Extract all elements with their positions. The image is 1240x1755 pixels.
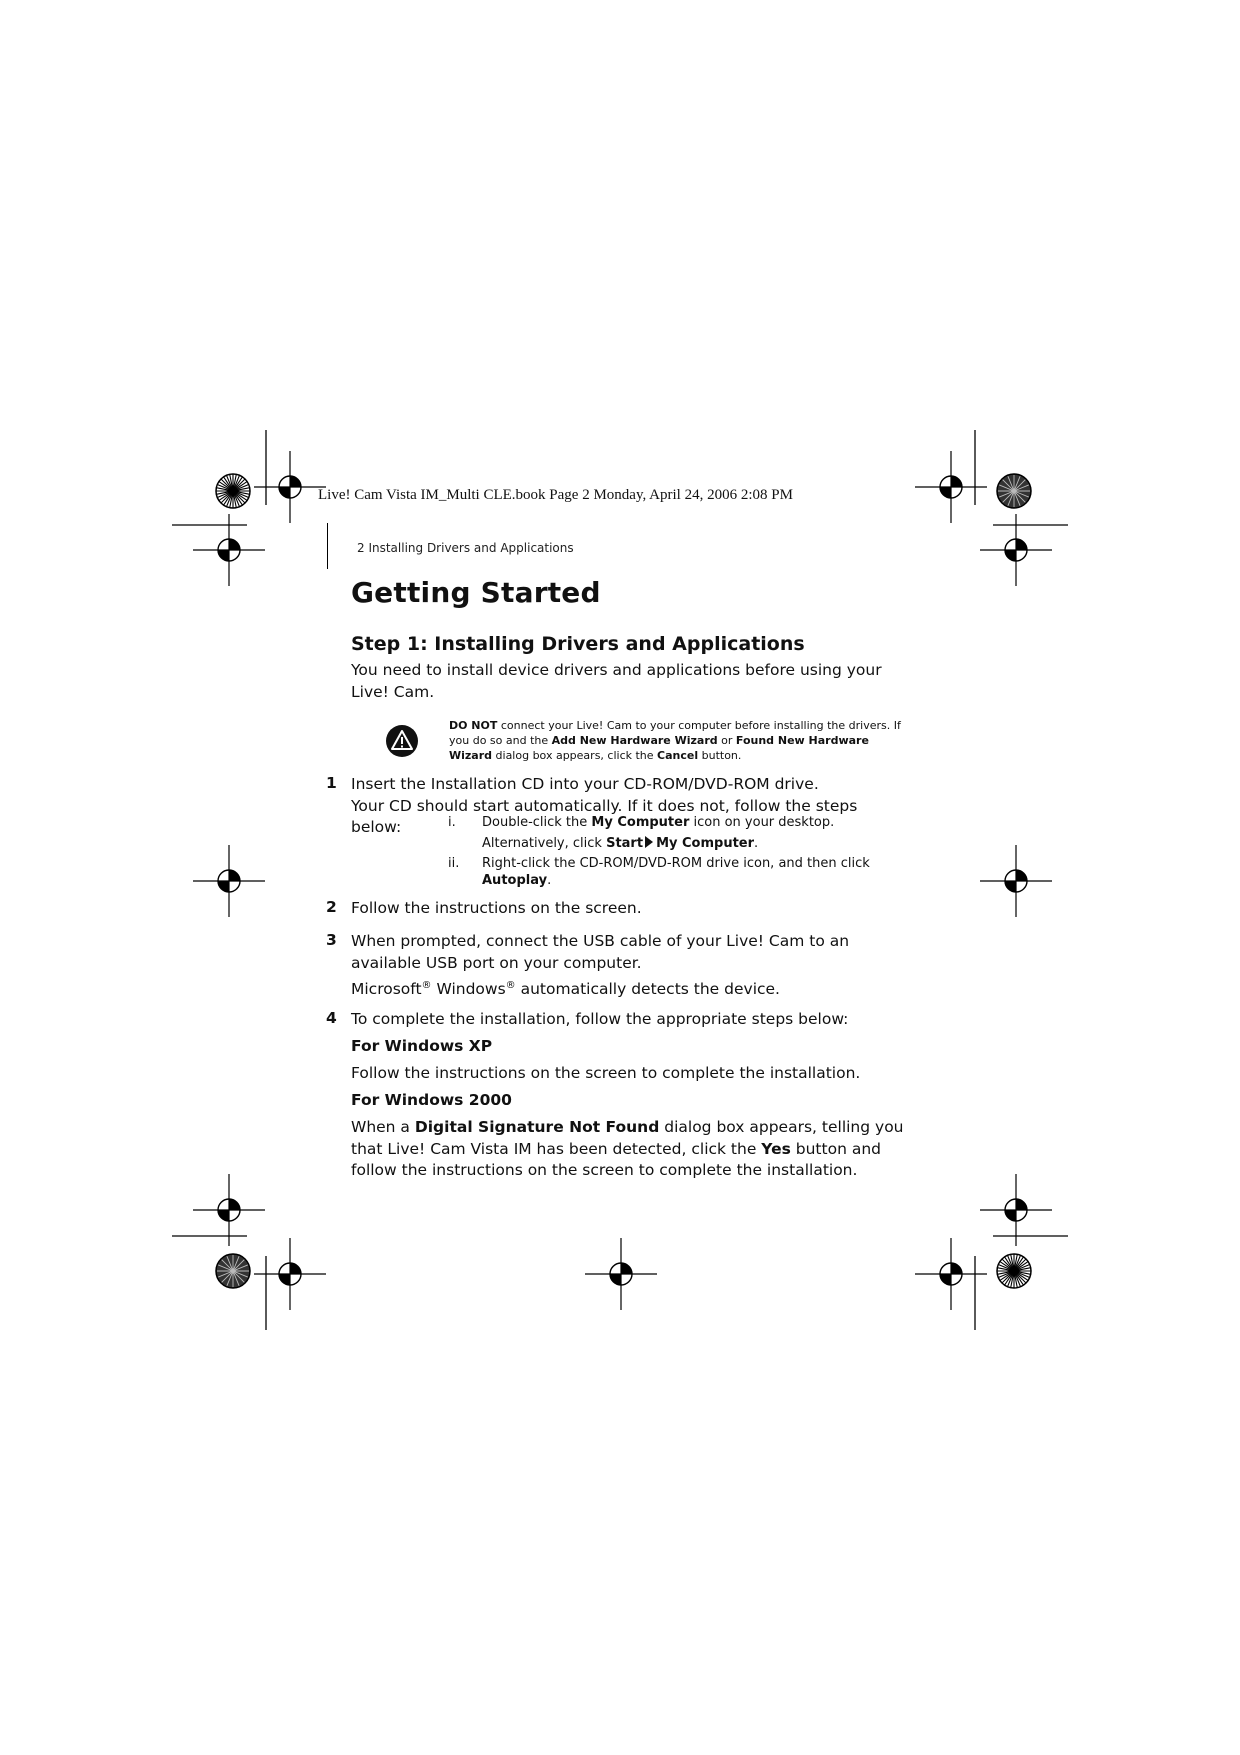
registered-mark-2: ® — [505, 980, 516, 991]
windows-2000-heading: For Windows 2000 — [351, 1091, 512, 1109]
warning-do-not: DO NOT — [449, 719, 498, 732]
windows-text: Windows — [431, 980, 506, 999]
substep-ii-marker: ii. — [448, 856, 460, 871]
book-slug: Live! Cam Vista IM_Multi CLE.book Page 2 Monday, April 24, 2006 2:08 PM — [318, 487, 793, 503]
alt-my-computer: My Computer — [656, 836, 755, 851]
warning-cancel: Cancel — [657, 749, 699, 762]
step-1-number: 1 — [326, 774, 337, 792]
warning-or: or — [717, 734, 736, 747]
menu-arrow-icon — [645, 836, 653, 848]
running-head: 2 Installing Drivers and Applications — [357, 541, 574, 555]
step-2-text: Follow the instructions on the screen. — [351, 899, 642, 917]
w2k-post: button and follow the instructions on the screen to complete the installation. — [351, 1139, 881, 1179]
step-3-number: 3 — [326, 931, 337, 949]
step-1-line-1: Insert the Installation CD into your CD-ROM/DVD-ROM drive. — [351, 775, 819, 793]
substep-i-text — [482, 814, 902, 831]
alt-pre: Alternatively, click — [482, 836, 607, 851]
step-4-number: 4 — [326, 1009, 337, 1027]
substep-i-my-computer: My Computer — [591, 815, 690, 830]
intro-paragraph: You need to install device drivers and applications before using your Live! Cam. — [351, 661, 882, 701]
substep-i-post: icon on your desktop. — [689, 815, 835, 830]
step-1-line-2: Your CD should start automatically. If it does not, follow the steps below: — [351, 796, 858, 836]
warning-wizard-1: Add New Hardware Wizard — [551, 734, 718, 747]
substep-i-alternative — [482, 835, 902, 852]
w2k-digital-signature: Digital Signature Not Found — [414, 1118, 660, 1136]
warning-text-2: dialog box appears, click the — [492, 749, 658, 762]
substep-i-pre: Double-click the — [482, 815, 592, 830]
step-3-text: When prompted, connect the USB cable of your Live! Cam to an available USB port on your computer. — [351, 932, 850, 972]
windows-xp-heading: For Windows XP — [351, 1037, 493, 1055]
substep-ii-autoplay: Autoplay — [482, 873, 548, 888]
warning-text-3: button. — [698, 749, 742, 762]
warning-text-1: connect your Live! Cam to your computer before installing the drivers. If you do so and the — [449, 719, 901, 747]
registered-mark-1: ® — [421, 980, 432, 991]
substep-i-marker: i. — [448, 815, 456, 830]
windows-2000-text — [351, 1117, 911, 1182]
warning-note — [449, 718, 903, 763]
w2k-mid: dialog box appears, telling you that Live! Cam Vista IM has been detected, click the — [351, 1118, 904, 1158]
step-3-detect — [351, 975, 911, 1001]
step-heading: Step 1: Installing Drivers and Applications — [351, 633, 805, 655]
w2k-pre: When a — [351, 1118, 415, 1136]
w2k-yes: Yes — [761, 1139, 791, 1158]
substep-ii-text — [482, 855, 892, 889]
substep-ii-pre: Right-click the CD-ROM/DVD-ROM drive icon, and then click — [482, 856, 870, 871]
warning-icon — [386, 725, 418, 757]
step-4-text: To complete the installation, follow the appropriate steps below: — [351, 1010, 849, 1028]
detect-text: automatically detects the device. — [515, 980, 780, 999]
warning-wizard-2: Found New Hardware Wizard — [449, 734, 869, 762]
alt-start: Start — [606, 836, 644, 851]
substep-ii-post: . — [547, 873, 552, 888]
alt-post: . — [754, 836, 759, 851]
step-2-number: 2 — [326, 898, 337, 916]
page-title: Getting Started — [351, 576, 601, 609]
windows-xp-text: Follow the instructions on the screen to complete the installation. — [351, 1064, 861, 1082]
running-head-rule — [327, 523, 328, 569]
microsoft-text: Microsoft — [351, 980, 422, 999]
